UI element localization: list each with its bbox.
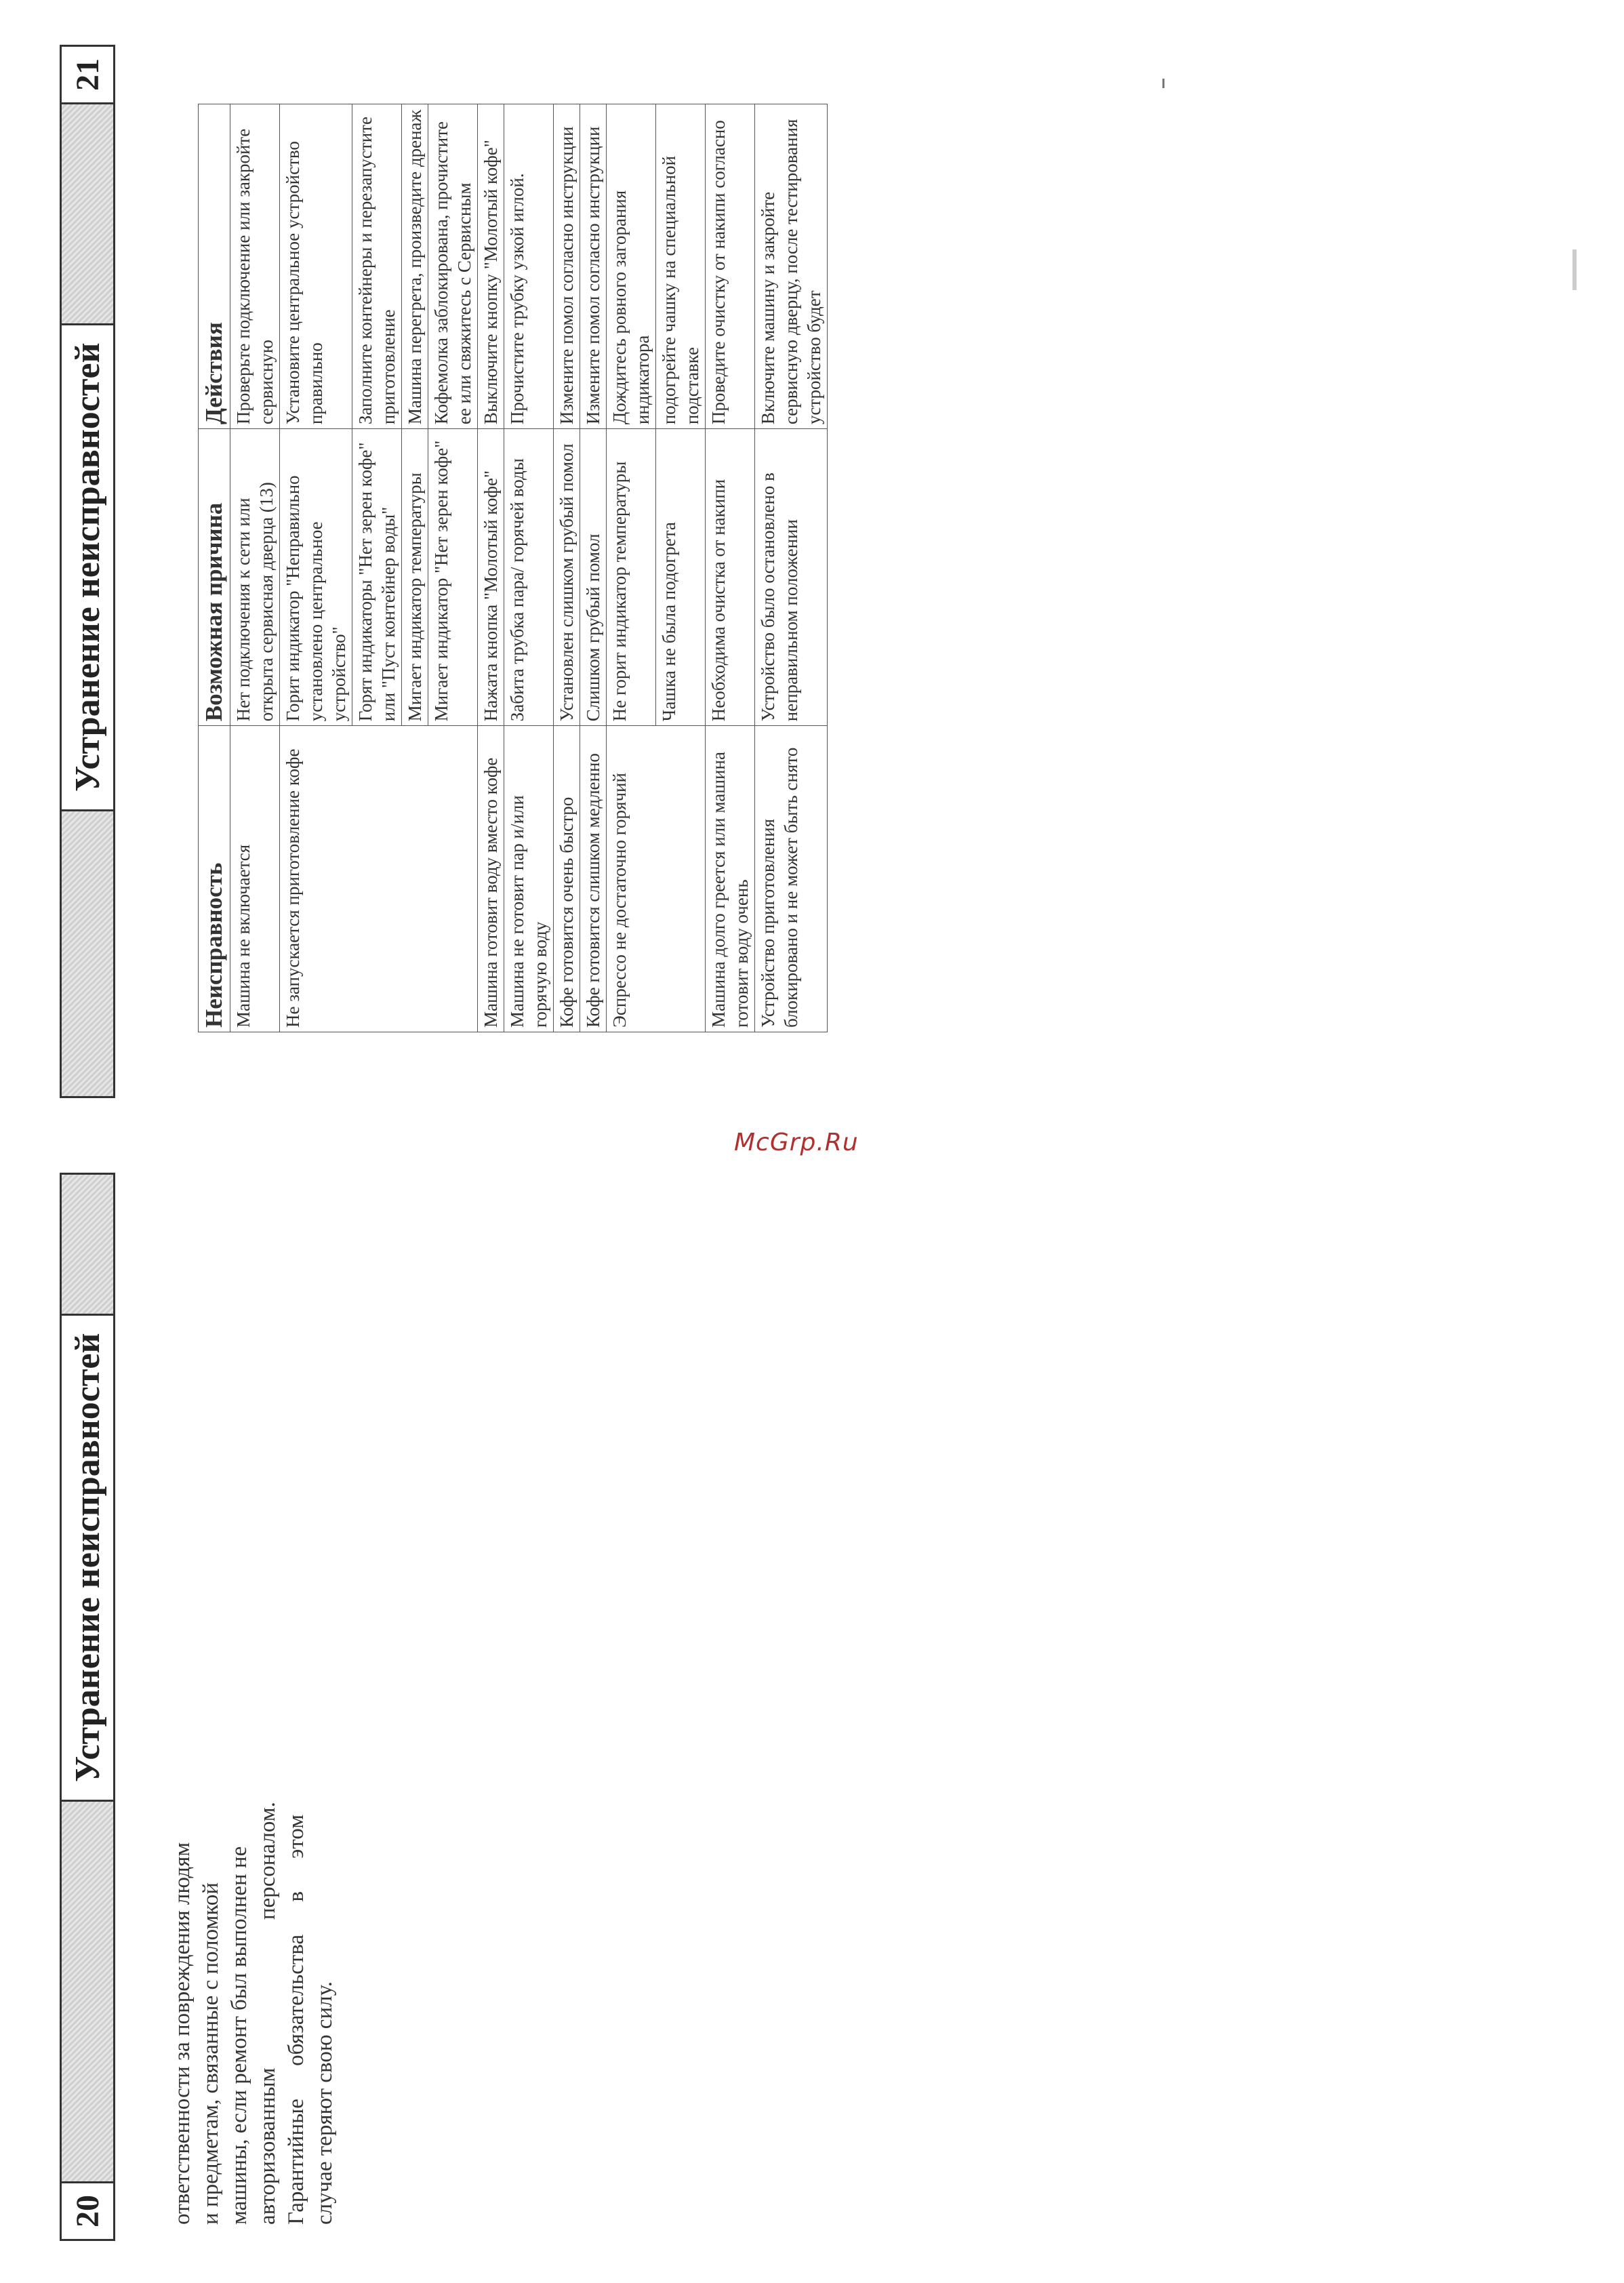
table-header-row xyxy=(199,104,230,1032)
fault-cell: Кофе готовится очень быстро xyxy=(554,726,580,1032)
action-cell: Выключите кнопку "Молотый кофе" xyxy=(478,104,504,429)
cause-cell: Горит индикатор "Неправильно установлено центральное устройство" xyxy=(280,429,352,726)
scan-speck xyxy=(1572,249,1577,290)
cause-cell: Горят индикаторы "Нет зерен кофе" или "Пуст контейнер воды" xyxy=(352,429,402,726)
action-cell: Проверьте подключение или закройте сервисную xyxy=(230,104,280,429)
action-cell: подогрейте чашку на специальной подставке xyxy=(656,104,706,429)
cause-cell: Установлен слишком грубый помол xyxy=(554,429,580,726)
action-cell: Измените помол согласно инструкции xyxy=(580,104,607,429)
header-action: Действия xyxy=(199,104,230,429)
header-cause: Возможная причина xyxy=(199,429,230,726)
header-shading xyxy=(62,104,113,323)
fault-cell: Машина не готовит пар и/или горячую воду xyxy=(504,726,554,1032)
header-shading xyxy=(62,811,113,1096)
cause-cell: Чашка не была подогрета xyxy=(656,429,706,726)
action-cell: Заполните контейнеры и перезапустите приготовление xyxy=(352,104,402,429)
table-row xyxy=(755,104,828,1032)
watermark: McGrp.Ru xyxy=(734,1129,859,1156)
page-number-left: 20 xyxy=(62,2181,113,2239)
page-number-right: 21 xyxy=(62,47,113,104)
fault-cell: Машина готовит воду вместо кофе xyxy=(478,726,504,1032)
table-row xyxy=(478,104,504,1032)
paragraph-line: случае теряют свою силу. xyxy=(312,1981,337,2225)
cause-cell: Забита трубка пара/ горячей воды xyxy=(504,429,554,726)
left-page-paragraph xyxy=(168,1601,339,2225)
cause-cell: Нажата кнопка "Молотый кофе" xyxy=(478,429,504,726)
action-cell: Дождитесь ровного загорания индикатора xyxy=(607,104,656,429)
cause-cell: Нет подключения к сети или открыта сервисная дверца (13) xyxy=(230,429,280,726)
table-row xyxy=(607,104,656,1032)
table-row xyxy=(504,104,554,1032)
action-cell: Установите центральное устройство правильно xyxy=(280,104,352,429)
fault-cell: Эспрессо не достаточно горячий xyxy=(607,726,706,1032)
paragraph-line: авторизованным персоналом. xyxy=(256,1802,280,2225)
action-cell: Измените помол согласно инструкции xyxy=(554,104,580,429)
action-cell: Машина перегрета, произведите дренаж xyxy=(402,104,428,429)
action-cell: Включите машину и закройте сервисную дверцу, после тестирования устройство будет xyxy=(755,104,828,429)
action-cell: Проведите очистку от накипи согласно xyxy=(706,104,755,429)
cause-cell: Мигает индикатор температуры xyxy=(402,429,428,726)
header-fault: Неисправность xyxy=(199,726,230,1032)
cause-cell: Не горит индикатор температуры xyxy=(607,429,656,726)
scan-speck xyxy=(1162,79,1164,88)
table-row xyxy=(230,104,280,1032)
cause-cell: Необходима очистка от накипи xyxy=(706,429,755,726)
table-row xyxy=(580,104,607,1032)
fault-cell: Кофе готовится слишком медленно xyxy=(580,726,607,1032)
paragraph-line: и предметам, связанные с поломкой xyxy=(199,1882,223,2225)
paragraph-line: ответственности за повреждения людям xyxy=(170,1842,195,2225)
action-cell: Прочистите трубку узкой иглой. xyxy=(504,104,554,429)
table-row xyxy=(280,104,352,1032)
fault-cell: Машина не включается xyxy=(230,726,280,1032)
action-cell: Кофемолка заблокирована, прочистите ее или свяжитесь с Сервисным xyxy=(428,104,478,429)
header-shading xyxy=(62,1175,113,1314)
right-page-title: Устранение неисправностей xyxy=(62,323,113,811)
fault-cell: Устройство приготовления блокировано и не может быть снято xyxy=(755,726,828,1032)
left-page-header xyxy=(60,1173,115,2241)
fault-cell: Не запускается приготовление кофе xyxy=(280,726,478,1032)
right-page-header xyxy=(60,45,115,1098)
paragraph-line: машины, если ремонт был выполнен не xyxy=(227,1846,251,2225)
table-row xyxy=(706,104,755,1032)
left-page-title: Устранение неисправностей xyxy=(62,1314,113,1802)
cause-cell: Слишком грубый помол xyxy=(580,429,607,726)
header-shading xyxy=(62,1802,113,2181)
cause-cell: Мигает индикатор "Нет зерен кофе" xyxy=(428,429,478,726)
cause-cell: Устройство было остановлено в неправильном положении xyxy=(755,429,828,726)
table-row xyxy=(554,104,580,1032)
fault-cell: Машина долго греется или машина готовит воду очень xyxy=(706,726,755,1032)
troubleshooting-table xyxy=(198,104,828,1032)
paragraph-line: Гарантийные обязательства в этом xyxy=(284,1814,308,2225)
